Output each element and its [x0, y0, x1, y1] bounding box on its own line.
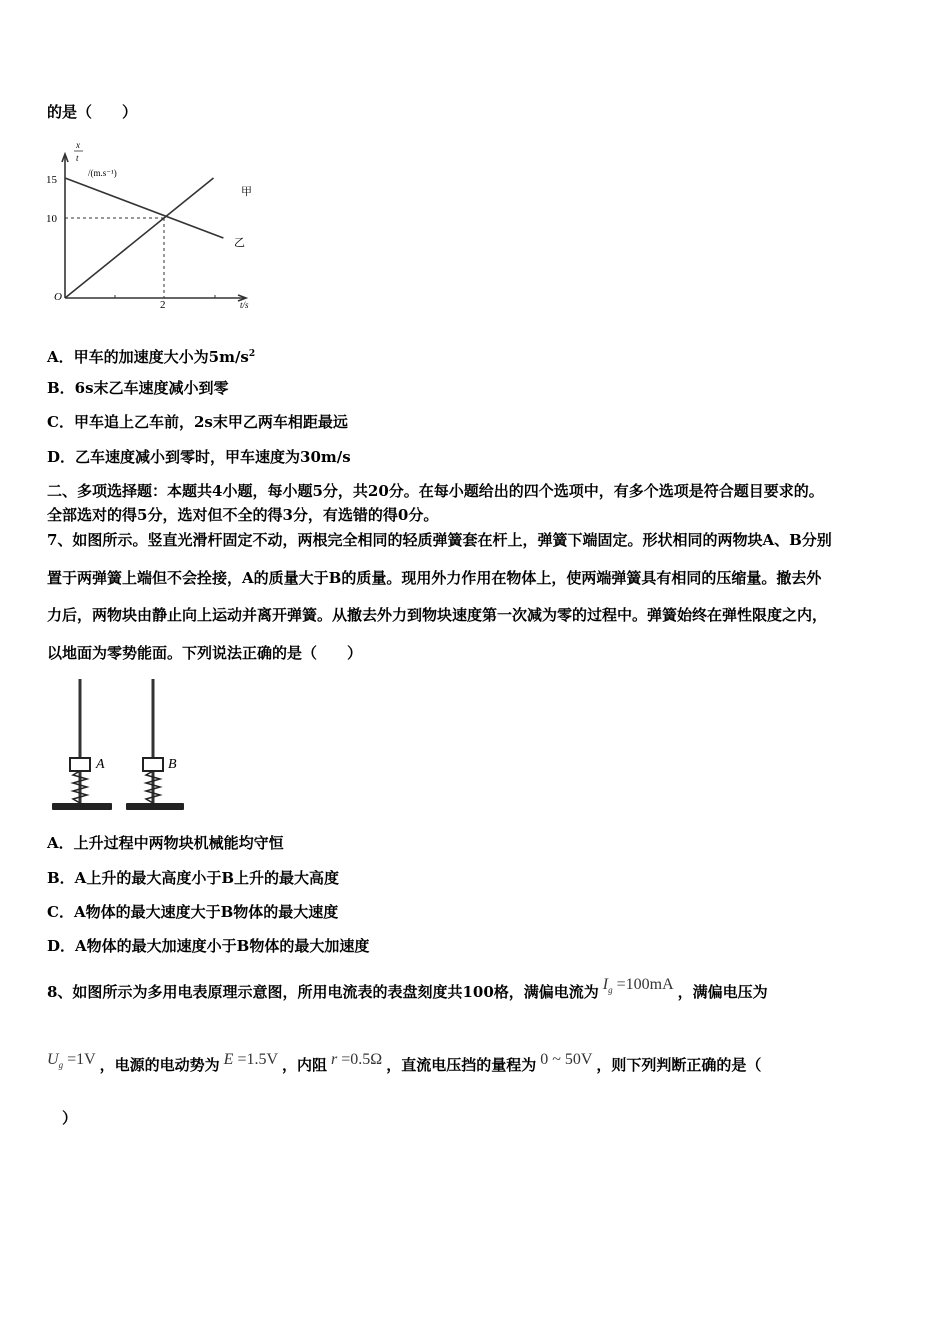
- q7-option-a: A．上升过程中两物块机械能均守恒: [47, 834, 284, 852]
- q7-option-b: B．A上升的最大高度小于B上升的最大高度: [47, 869, 339, 887]
- q8-text-line2: $U_g =1V$ ，电源的电动势为 E =1.5V ，内阻 r =0.5Ω ，直流电压挡的量程为 0 ~ 50V ，则下列判断正确的是（: [47, 1051, 762, 1074]
- section2-heading-line2: 全部选对的得5分，选对但不全的得3分，有选错的得0分。: [47, 506, 439, 524]
- block-a: [70, 758, 90, 771]
- label-a: A: [96, 757, 105, 772]
- q7-text-line1: 7、如图所示。竖直光滑杆固定不动，两根完全相同的轻质弹簧套在杆上，弹簧下端固定。形状相同的两物块A、B分别: [47, 531, 832, 549]
- block-b: [143, 758, 163, 771]
- q8-text-line1: 8、如图所示为多用电表原理示意图，所用电流表的表盘刻度共100格，满偏电流为 $I_g =100mA$ ，满偏电压为: [47, 976, 768, 1001]
- y-tick-15: 15: [46, 174, 57, 186]
- series-label-yi: 乙: [234, 237, 245, 249]
- q8-close-paren: ）: [62, 1109, 78, 1127]
- y-label-num: x: [76, 140, 80, 150]
- range-formula: 0 ~ 50V: [540, 1051, 593, 1068]
- x-axis-label: t/s: [240, 300, 249, 310]
- velocity-time-graph: [40, 138, 270, 318]
- y-tick-10: 10: [46, 213, 57, 225]
- spring-rod-figure: [44, 675, 194, 815]
- question-intro-tail: 的是（ ）: [47, 103, 138, 121]
- q6-option-a: A．甲车的加速度大小为$5m/s^2$: [47, 348, 256, 366]
- ig-formula: $I_g =100mA$: [602, 976, 674, 996]
- series-line-yi: [65, 178, 223, 238]
- q7-text-line3: 力后，两物块由静止向上运动并离开弹簧。从撤去外力到物块速度第一次减为零的过程中。弹簧始终在弹性限度之内，: [47, 606, 828, 624]
- emf-formula: E =1.5V: [223, 1051, 279, 1068]
- series-label-jia: 甲: [241, 186, 252, 198]
- q6-option-c: C．甲车追上乙车前，2s末甲乙两车相距最远: [47, 413, 348, 431]
- origin-label: O: [54, 291, 62, 303]
- ug-formula: $U_g =1V$: [47, 1051, 96, 1071]
- q7-option-d: D．A物体的最大加速度小于B物体的最大加速度: [47, 937, 370, 955]
- y-unit-label: /(m.s⁻¹): [88, 168, 117, 178]
- y-label-den: t: [76, 153, 79, 163]
- q6-option-d: D．乙车速度减小到零时，甲车速度为30m/s: [47, 448, 351, 466]
- label-b: B: [168, 757, 177, 772]
- q7-text-line4: 以地面为零势能面。下列说法正确的是（ ）: [47, 644, 363, 662]
- q7-option-c: C．A物体的最大速度大于B物体的最大速度: [47, 903, 339, 921]
- q6-option-b: B．6s末乙车速度减小到零: [47, 379, 229, 397]
- x-tick-2: 2: [160, 299, 166, 311]
- resistance-formula: r =0.5Ω: [331, 1051, 383, 1068]
- series-line-jia: [65, 178, 214, 298]
- q7-text-line2: 置于两弹簧上端但不会拴接，A的质量大于B的质量。现用外力作用在物体上，使两端弹簧具有相同的压缩量。撤去外: [47, 569, 822, 587]
- section2-heading-line1: 二、多项选择题：本题共4小题，每小题5分，共20分。在每小题给出的四个选项中，有多个选项是符合题目要求的。: [47, 482, 824, 500]
